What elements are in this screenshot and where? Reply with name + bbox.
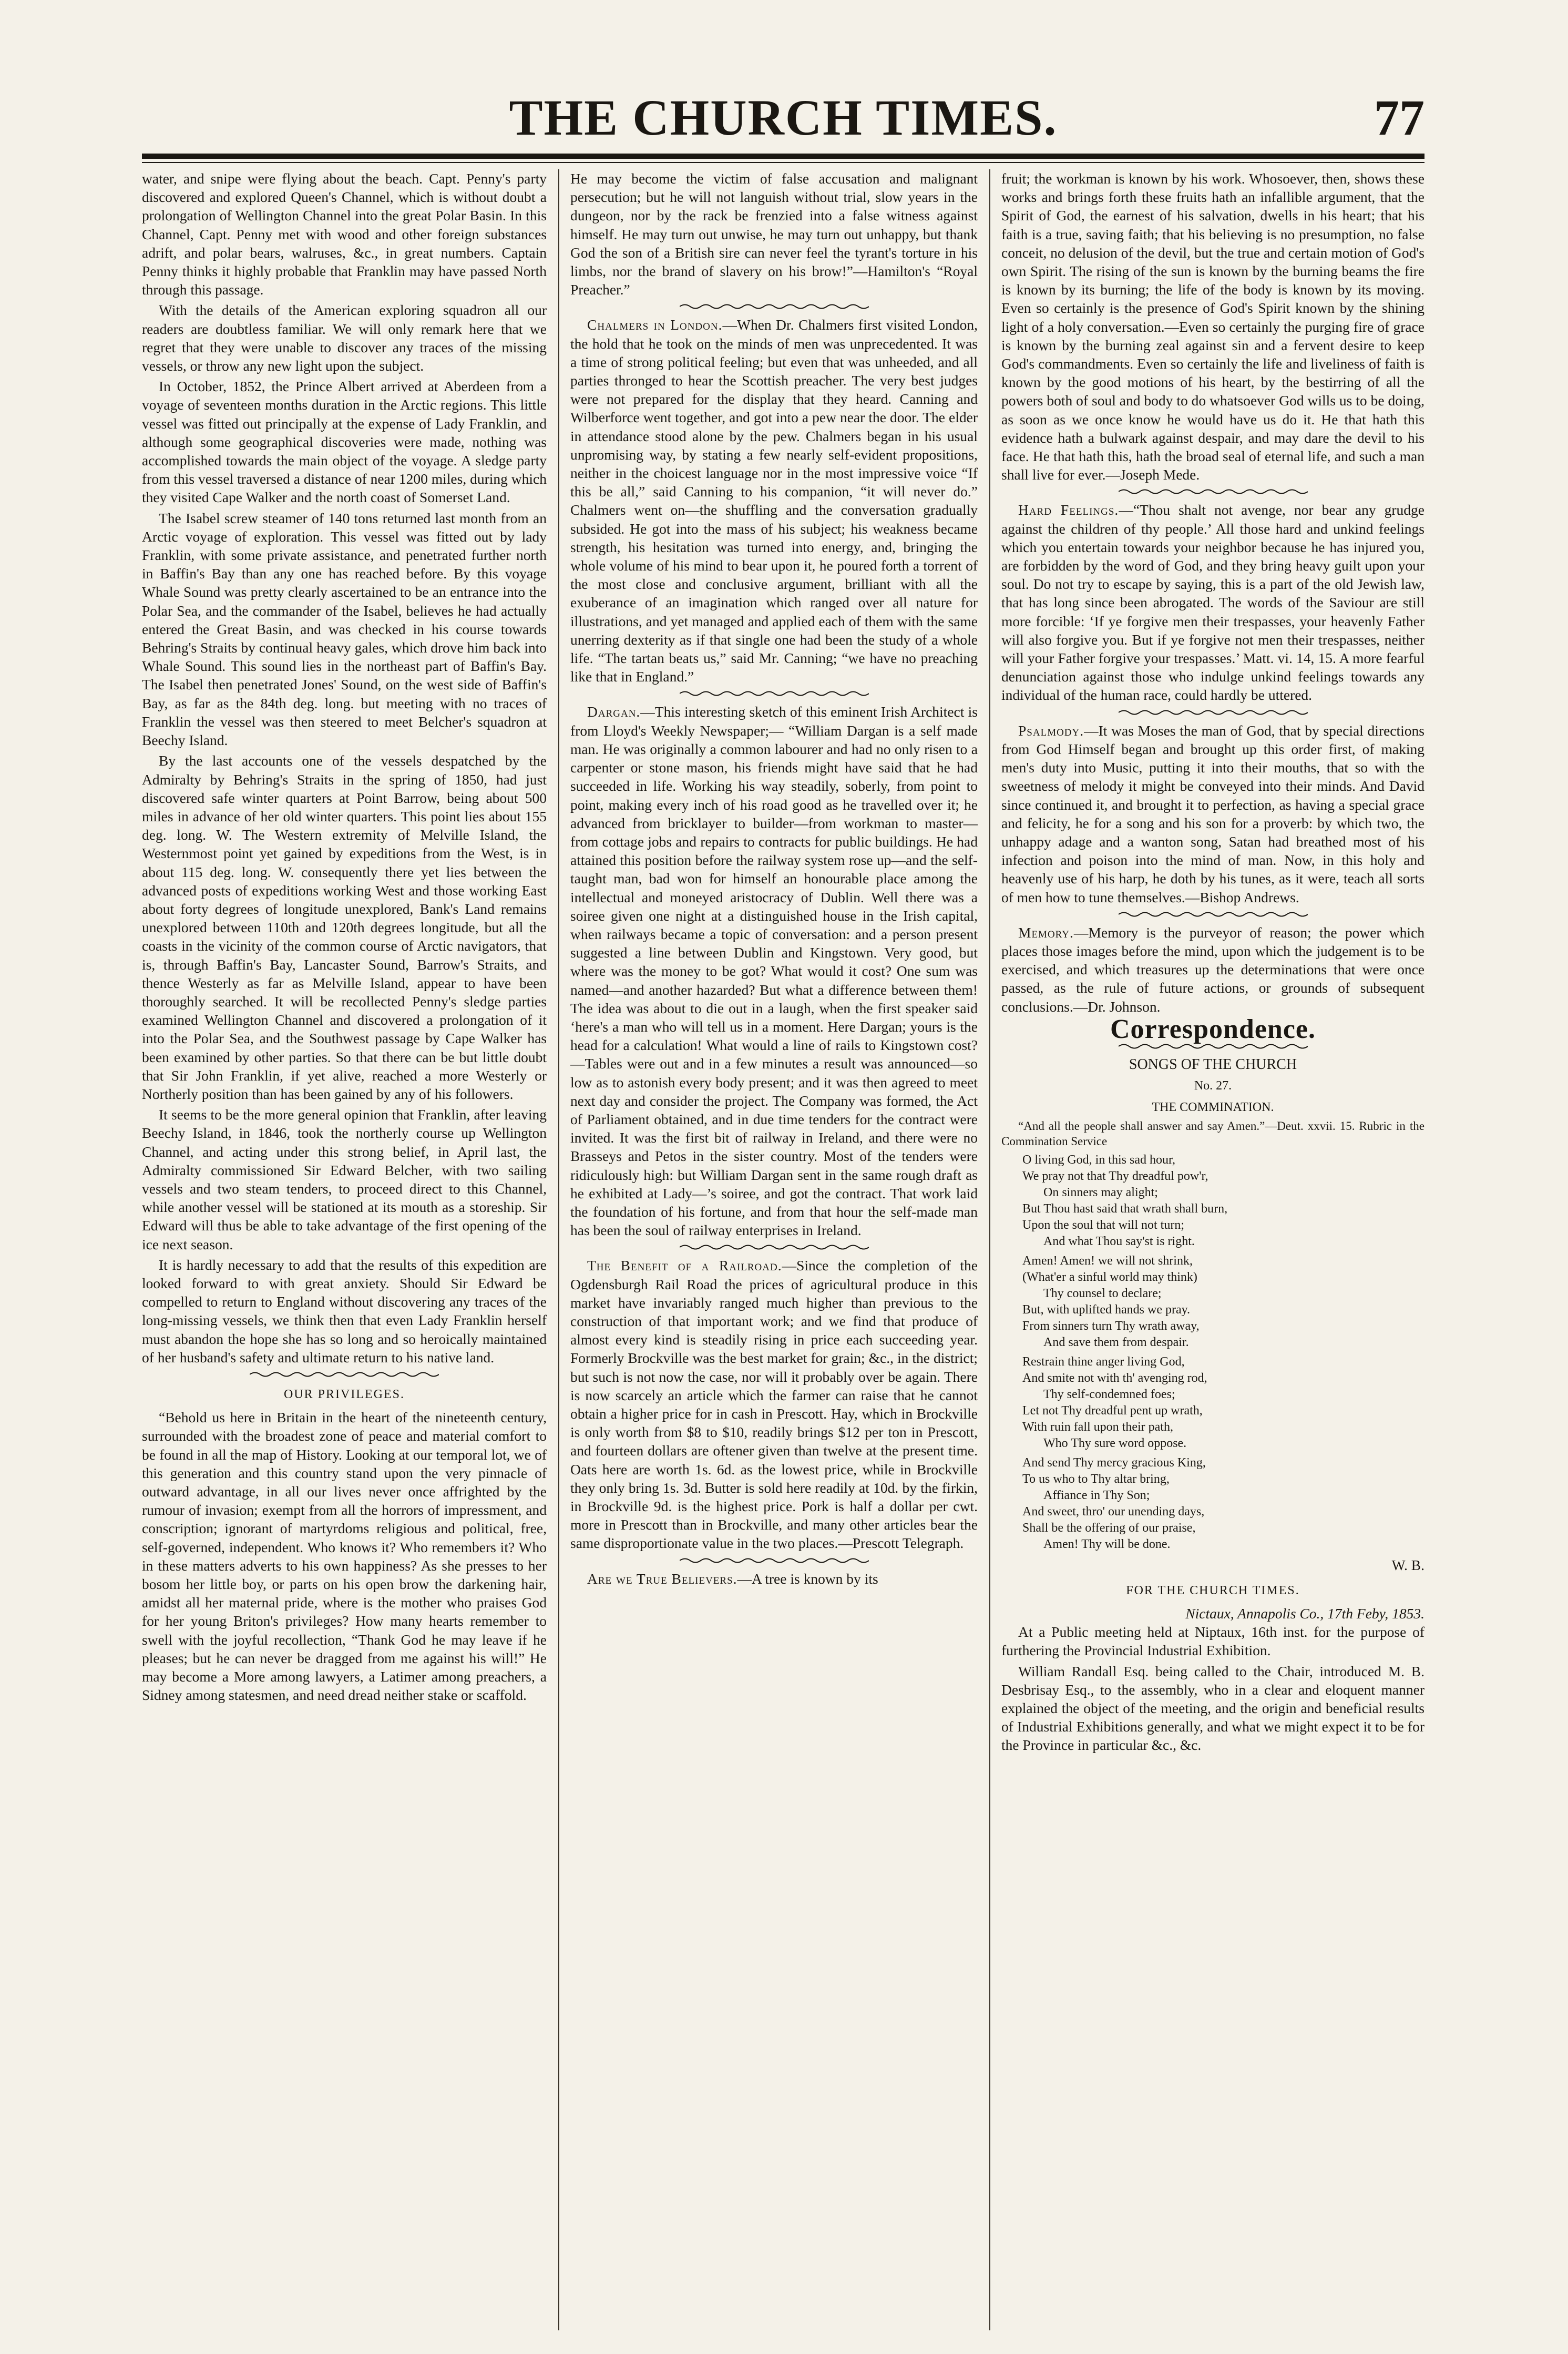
article-paragraph: William Randall Esq. being called to the Chair, introduced M. B. Desbrisay Esq., to the assembly, who in a clear and eloquent manner explained the object of the meeting, and the origin and beneficial results of Industrial Exhibitions generally, and what we might expect it to be for the Province in particular &c., &c. <box>1001 1663 1424 1754</box>
masthead-rule-thin <box>142 162 1424 163</box>
section-title-correspondence: Correspondence. <box>1110 1014 1316 1044</box>
poem-line: But, with uplifted hands we pray. <box>1022 1302 1191 1317</box>
article-paragraph: It seems to be the more general opinion that Franklin, after leaving Beechy Island, in 1846, took the northerly course up Wellington Channel, and acting under this strong belief, in April last, the Admiralty commissioned Sir Edward Belcher, with two sailing vessels and two steam tenders, to proceed direct to this Channel, while another vessel will be stationed at its mouth as a storeship. Sir Edward will thus be able to take advantage of the first opening of the ice next season. <box>142 1106 547 1252</box>
column-1 <box>142 169 547 2336</box>
poem-line: But Thou hast said that wrath shall burn, <box>1022 1201 1228 1216</box>
poem-line: Thy counsel to declare; <box>1043 1286 1162 1300</box>
article-paragraph <box>570 1256 978 1552</box>
article-paragraph <box>1001 501 1424 704</box>
article-paragraph: In October, 1852, the Prince Albert arrived at Aberdeen from a voyage of seventeen months duration in the Arctic regions. This little vessel was fitted out principally at the expense of Lady Franklin, and although some geographical discoveries were made, nothing was accomplished towards the main object of the voyage. A sledge party from this vessel traversed a distance of near 1200 miles, during which they visited Cape Walker and the north coast of Somerset Land. <box>142 378 547 506</box>
poem-line: O living God, in this sad hour, <box>1022 1153 1176 1167</box>
article-lead: Memory. <box>1018 924 1074 941</box>
article-paragraph: The Isabel screw steamer of 140 tons returned last month from an Arctic voyage of exploration. This vessel was fitted out by lady Franklin, with some private assistance, and penetrated further north in Baffin's Bay than any one has reached before. By this voyage Whale Sound was pretty clearly ascertained to be an entrance into the Polar Sea, and the commander of the Isabel, believes he had actually entered the Great Basin, and was checked in his course towards Behring's Straits by continual heavy gales, which drove him back into Whale Sound. This sound lies in the northeast part of Baffin's Bay. The Isabel then penetrated Jones' Sound, on the west side of Baffin's Bay, as far as the 84th deg. long. but meeting with no traces of Franklin the vessel was then steered to meet Belcher's squadron at Beechy Island. <box>142 509 547 749</box>
poem-line: And what Thou say'st is right. <box>1043 1234 1195 1248</box>
column-divider <box>558 169 559 2330</box>
section-heading: FOR THE CHURCH TIMES. <box>1126 1583 1300 1597</box>
poem-line: With ruin fall upon their path, <box>1022 1420 1173 1434</box>
column-3 <box>1001 169 1424 2336</box>
ornamental-divider <box>1119 911 1308 918</box>
poem-line: Thy self-condemned foes; <box>1043 1387 1175 1401</box>
article-body: —It was Moses the man of God, that by special directions from God Himself began and brought up this order first, of making men's duty into Music, putting it into their mouths, that so with the sweetness of melody it might be conveyed into their minds. And David since continued it, and brought it to perfection, as having a special grace and felicity, he for a song and his son for a proverb: by which two, the unhappy adage and a wanton song, Satan had breathed most of his infection and poison into the mind of man. Now, in this holy and heavenly use of his harp, he doth by his tunes, as it were, teach all sorts of men how to tune themselves.—Bishop Andrews. <box>1001 722 1424 905</box>
poem-line: From sinners turn Thy wrath away, <box>1022 1319 1200 1333</box>
masthead <box>142 79 1424 152</box>
dateline: Nictaux, Annapolis Co., 17th Feby, 1853. <box>1185 1605 1424 1622</box>
poem-line: And sweet, thro' our unending days, <box>1022 1504 1205 1519</box>
section-heading: OUR PRIVILEGES. <box>283 1388 405 1401</box>
article-lead: Are we True Believers. <box>587 1570 737 1587</box>
article-paragraph: He may become the victim of false accusation and malignant persecution; but he will not languish without trial, slow years in the dungeon, nor by the rack be frenzied into a false witness against himself. He may turn out unwise, he may turn out unhappy, but thank God the son of a British sire can never feel the tyrant's torture in his limbs, nor the brand of slavery on his brow!”—Hamilton's “Royal Preacher.” <box>570 170 978 298</box>
article-lead: Chalmers in London. <box>587 317 723 333</box>
masthead-rule-thick <box>142 154 1424 159</box>
article-paragraph: At a Public meeting held at Niptaux, 16th inst. for the purpose of furthering the Provincial Industrial Exhibition. <box>1001 1624 1424 1659</box>
poem-line: (What'er a sinful world may think) <box>1022 1270 1197 1284</box>
article-paragraph: fruit; the workman is known by his work. Whosoever, then, shows these works and brings forth these fruits hath an infallible argument, that the Spirit of God, the earnest of his salvation, dwells in his heart; that his faith is a true, saving faith; that his believing is no presumption, no false conceit, no delusion of the devil, but the true and certain motion of God's own Spirit. The rising of the sun is known by the burning beams the fire is known by its burning; the life of the body is known by its moving. Even so certainly is the presence of God's Spirit known by the shining light of a holy conversation.—Even so certainly the purging fire of grace is known by the burning zeal against sin and a fervent desire to keep God's commandments. Even so certainly the life and liveliness of faith is known by the good motions of his heart, by the bestirring of all the powers both of soul and body to do whatsoever God wills us to be doing, as soon as we once know he would have us do it. He that hath this evidence hath a bulwark against despair, and may dare the devil to his face. He that hath this, hath the broad seal of eternal life, and such a man shall live for ever.—Joseph Mede. <box>1001 170 1424 483</box>
article-body: —When Dr. Chalmers first visited London, the hold that he took on the minds of men was unprecedented. It was a time of strong political feeling; but even that was unheeded, and all parties thronged to hear the Scottish preacher. The very best judges were not prepared for the display that they heard. Canning and Wilberforce went together, and got into a pew near the door. The elder in attendance stood alone by the pew. Chalmers began in his usual unpromising way, by stating a few nearly self-evident propositions, neither in the choicest language nor in the most impressive voice “If this be all,” said Canning to his companion, “it will never do.” Chalmers went on—the shuffling and the conversation gradually subsided. He got into the mass of his subject; his weakness became strength, his hesitation was turned into energy, and, bringing the whole volume of his mind to bear upon it, he poured forth a torrent of the most close and conclusive argument, brilliant with all the exuberance of an imagination which ranged over all nature for illustrations, and yet managed and applied each of them with the same unerring dexterity as if that single one had been the study of a whole life. “The tartan beats us,” said Mr. Canning; “we have no preaching like that in England.” <box>570 317 978 685</box>
column-divider <box>989 169 990 2330</box>
poem-number: No. 27. <box>1194 1079 1232 1093</box>
article-paragraph: “Behold us here in Britain in the heart of the nineteenth century, surrounded with the broadest zone of peace and material comfort to be found in all the map of History. Looking at our temporal lot, we of this generation and this country stand upon the very pinnacle of outward advantage, in all our lives never once affrighted by the rumour of invasion; exempt from all the horrors of impressment, and conscription; ignorant of martyrdoms religious and political, free, self-governed, independent. Who knows it? Who remembers it? Who in these matters adverts to his own happiness? As she presses to her bosom her little boy, or parts on his open brow the darkening hair, amidst all her maternal pride, where is the mother who praises God for her young Briton's privileges? How many hearts remember to swell with the joyful recollection, “Thank God he may leave if he pleases; but he can never be dragged from me against his will!” He may become a More among lawyers, a Latimer among preachers, a Sidney among statesmen, and need dread neither stake or scaffold. <box>142 1409 547 1704</box>
poem-stanza <box>1022 1455 1424 1553</box>
ornamental-divider <box>680 303 869 310</box>
poem-line: To us who to Thy altar bring, <box>1022 1472 1170 1486</box>
page-number: 77 <box>1374 89 1424 146</box>
poem-line: Amen! Thy will be done. <box>1043 1537 1171 1551</box>
poem-stanza <box>1022 1354 1424 1452</box>
article-paragraph <box>1001 923 1424 1016</box>
poem-line: Amen! Amen! we will not shrink, <box>1022 1254 1193 1268</box>
article-paragraph <box>1001 721 1424 906</box>
poem-line: And smite not with th' avenging rod, <box>1022 1371 1207 1385</box>
article-body: —This interesting sketch of this eminent Irish Architect is from Lloyd's Weekly Newspaper;— “William Dargan is a self made man. He was originally a common labourer and had no only risen to a carpenter or stone mason, his friends might have said that he had succeeded in life. Working his way steadily, soberly, from point to point, making every inch of his road good as he travelled over it; he advanced from bricklayer to builder—from workman to master—from cottage jobs and repairs to contracts for public buildings. He had attained this position before the railway system rose up—and the self-taught man, bad won for himself an honourable place among the intellectual and moneyed aristocracy of Dublin. Well there was a soiree given one night at a distinguished house in the Irish capital, when railways became a topic of conversation: and a person present suggested a line between Dublin and Kingstown. Very good, but where was the money to be got? What would it cost? One sum was named—and another hazarded? But what a difference between them! The idea was about to die out in a laugh, when the first speaker said ‘here's a man who will tell us in a moment. Here Dargan; yours is the head for a calculation! What would a line of rails to Kingstown cost?—Tables were out and in a few minutes a result was announced—so low as to astonish every body present; and it was then agreed to meet next day and consider the project. The Company was formed, the Act of Parliament obtained, and in due time tenders for the contract were invited. It was the first bit of railway in Ireland, and there were no Brasseys and Petos in the sister country. Most of the tenders were ridiculously high: but William Dargan sent in the same rough draft as he exhibited at Lady—’s soiree, and got the contract. That work laid the foundation of his fortune, and from that hour the self-made man has been the soul of railway enterprises in Ireland. <box>570 704 978 1239</box>
poem-line: Let not Thy dreadful pent up wrath, <box>1022 1403 1203 1418</box>
article-lead: The Benefit of a Railroad. <box>587 1257 782 1274</box>
poem-line: Upon the soul that will not turn; <box>1022 1218 1184 1232</box>
article-paragraph: It is hardly necessary to add that the results of this expedition are looked forward to with great anxiety. Should Sir Edward be compelled to return to England without discovering any traces of the long-missing vessels, we think then that even Lady Franklin herself must abandon the hope she has so long and so heroically maintained of her husband's safety and ultimate return to his native land. <box>142 1256 547 1365</box>
ornamental-divider <box>680 1244 869 1251</box>
poem-line: And send Thy mercy gracious King, <box>1022 1455 1206 1470</box>
poem-series-title: SONGS OF THE CHURCH <box>1129 1056 1297 1073</box>
poem-line: Shall be the offering of our praise, <box>1022 1521 1196 1535</box>
poem-stanza <box>1022 1253 1424 1351</box>
poem-line: On sinners may alight; <box>1043 1185 1158 1199</box>
article-body: —Since the completion of the Ogdensburgh Rail Road the prices of agricultural produce in this market have invariably ranged much higher than previous to the construction of that important work; and we find that produce of almost every kind is steadily rising in price each succeeding year. Formerly Brockville was the best market for grain; &c., in the district; but such is not now the case, nor will it probably over be again. There is now scarcely an article which the farmer can raise that he cannot obtain a higher price for in cash in Prescott. Hay, which in Brockville is only worth from $8 to $10, readily brings $12 per ton in Prescott, and fourteen dollars are oftener given than twelve at the present time. Oats here are worth 1s. 6d. as the lowest price, while in Brockville they only bring 1s. 3d. Butter is sold here readily at 10d. by the firkin, in Brockville 9d. is the highest price. Pork is half a dollar per cwt. more in Prescott than in Brockville, and many other articles bear the same disproportionate value in the two places.—Prescott Telegraph. <box>570 1257 978 1552</box>
poem-title: THE COMMINATION. <box>1152 1100 1274 1115</box>
ornamental-divider <box>1119 709 1308 716</box>
article-body: —A tree is known by its <box>737 1570 878 1587</box>
poem-line: And save them from despair. <box>1043 1335 1189 1349</box>
poem-signature: W. B. <box>1391 1556 1424 1573</box>
article-body: —Memory is the purveyor of reason; the power which places those images before the mind, upon which the judgement is to be exercised, and which treasures up the determinations that were once passed, as the rule of future actions, or grounds of subsequent conclusions.—Dr. Johnson. <box>1001 924 1424 1015</box>
poem-line: Who Thy sure word oppose. <box>1043 1436 1187 1450</box>
column-2 <box>570 169 978 2336</box>
poem-line: Affiance in Thy Son; <box>1043 1488 1150 1502</box>
article-paragraph <box>570 702 978 1239</box>
poem-epigraph: “And all the people shall answer and say Amen.”—Deut. xxvii. 15. Rubric in the Commination Service <box>1001 1119 1424 1148</box>
article-paragraph <box>570 315 978 686</box>
ornamental-divider <box>680 690 869 697</box>
poem-line: We pray not that Thy dreadful pow'r, <box>1022 1169 1208 1183</box>
article-paragraph: With the details of the American exploring squadron all our readers are doubtless familiar. We will only remark here that we regret that they were unable to discover any traces of the missing vessels, or throw any new light upon the subject. <box>142 302 547 374</box>
ornamental-divider <box>250 1371 439 1378</box>
article-lead: Psalmody. <box>1018 722 1084 739</box>
article-paragraph <box>570 1570 978 1588</box>
article-lead: Hard Feelings. <box>1018 502 1119 518</box>
article-paragraph: By the last accounts one of the vessels despatched by the Admiralty by Behring's Straits in the spring of 1850, had just discovered safe winter quarters at Point Barrow, being about 500 miles in advance of her old winter quarters. This point lies about 155 deg. long. W. The Western extremity of Melville Island, the Westernmost point yet gained by expeditions from the West, is in about 115 deg. long. W. consequently there yet lies between the advanced posts of expeditions working West and those working East about forty degrees of longitude unexplored, Bank's Land remains unexplored between 110th and 120th degrees longitude, but all the coasts in the vicinity of the common course of Arctic navigators, that is, through Baffin's Bay, Lancaster Sound, Barrow's Straits, and thence Westerly as far as Melville Island, appear to have been thoroughly searched. It will be recollected Penny's sledge parties examined Wellington Channel and discovered a prolongation of it into the Polar Sea, and the Southwest passage by Cape Walker has been examined by other parties. So that there can be but little doubt that Sir John Franklin, if yet alive, reached a more Westerly or Northerly position than has been gained by any of his followers. <box>142 752 547 1102</box>
newspaper-title: THE CHURCH TIMES. <box>509 89 1058 146</box>
poem-line: Restrain thine anger living God, <box>1022 1354 1185 1369</box>
article-paragraph: water, and snipe were flying about the beach. Capt. Penny's party discovered and explored Queen's Channel, which is without doubt a prolongation of Wellington Channel into the great Polar Basin. In this Channel, Capt. Penny met with wood and other foreign substances adrift, and polar bears, walruses, &c., in great numbers. Captain Penny thinks it highly probable that Franklin may have passed North through this passage. <box>142 170 547 298</box>
article-body: —“Thou shalt not avenge, nor bear any grudge against the children of thy people.’ All those hard and unkind feelings which you entertain towards your neighbor because he has injured you, are forbidden by the word of God, and they bring heavy guilt upon your soul. Do not try to escape by saying, this is a part of the old Jewish law, that has long since been abrogated. The words of the Saviour are still more forcible: ‘If ye forgive men their trespasses, your heavenly Father will also forgive you. But if ye forgive not men their trespasses, neither will your Father forgive your trespasses.’ Matt. vi. 14, 15. A more fearful denunciation against those who indulge unkind feelings towards any individual of the human race, could hardly be uttered. <box>1001 502 1424 704</box>
ornamental-divider <box>680 1557 869 1564</box>
poem-stanza <box>1022 1152 1424 1250</box>
ornamental-divider <box>1119 488 1308 495</box>
article-lead: Dargan. <box>587 704 641 720</box>
